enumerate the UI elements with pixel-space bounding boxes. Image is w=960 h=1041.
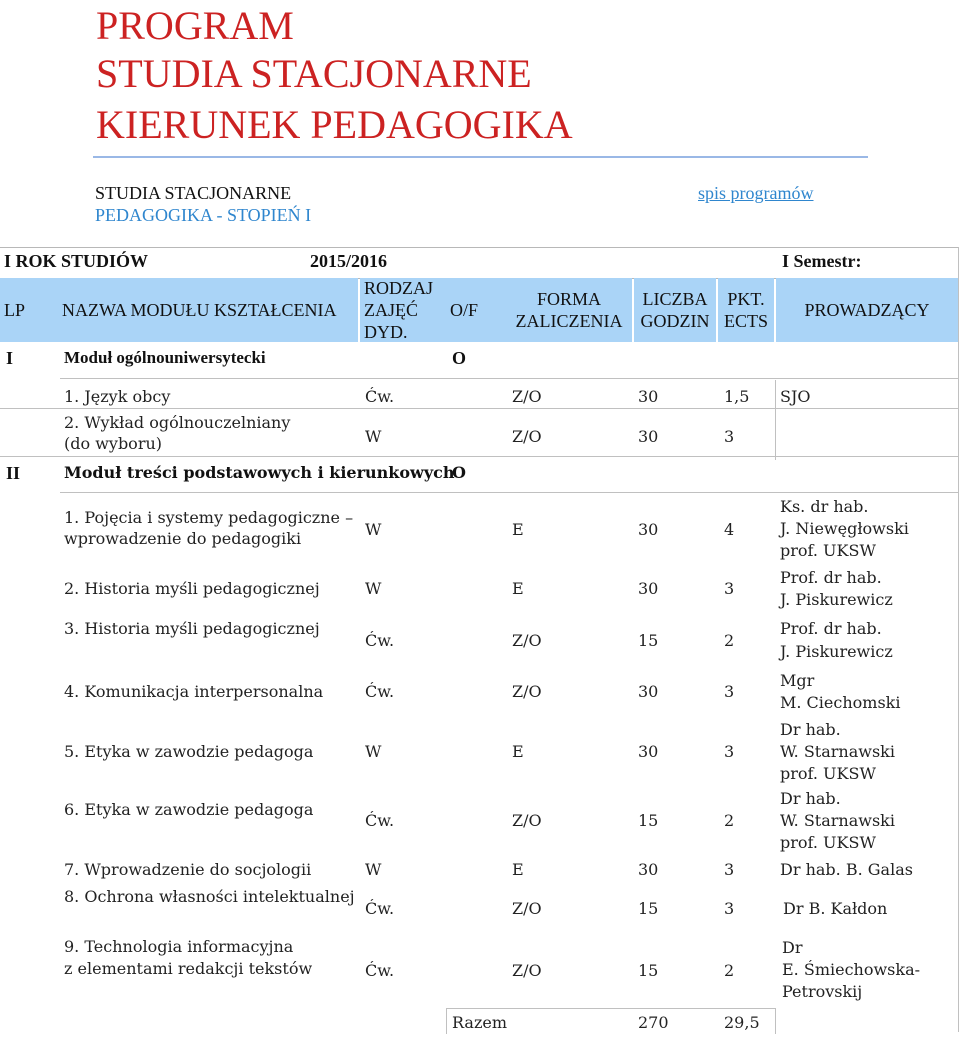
course-hours: 15 [638,961,659,980]
course-lecturer-line-1: Prof. dr hab. [780,619,882,638]
course-form: Z/O [512,427,542,446]
course-lecturer-line-3: prof. UKSW [780,833,876,852]
course-name: 4. Komunikacja interpersonalna [64,682,324,701]
course-hours: 30 [638,520,659,539]
course-lecturer-line-2: J. Niewęgłowski [780,519,909,538]
course-name: 5. Etyka w zawodzie pedagoga [64,742,314,761]
course-hours: 30 [638,682,659,701]
course-name-line-1: 1. Pojęcia i systemy pedagogiczne – [64,508,354,527]
course-ects: 3 [724,742,735,761]
course-hours: 15 [638,631,659,650]
course-lecturer: Dr hab. B. Galas [780,860,913,879]
course-ects: 3 [724,899,735,918]
course-name-line-2: (do wyboru) [64,434,163,453]
column-header-type: RODZAJ ZAJĘĆ DYD. [360,278,448,342]
course-lecturer-line-2: W. Starnawski [780,811,895,830]
lecturer-divider [775,380,776,460]
course-name: 1. Język obcy [64,387,171,406]
programs-list-link[interactable]: spis programów [698,183,814,203]
course-type: Ćw. [365,899,395,918]
column-header-lecturer: PROWADZĄCY [776,278,958,342]
course-lecturer: Dr B. Kałdon [783,899,888,918]
module-lp: I [6,348,14,368]
column-header-ects: PKT. ECTS [718,278,774,342]
course-lecturer-line-2: W. Starnawski [780,742,895,761]
program-title-line-2: STUDIA STACJONARNE [96,51,532,96]
course-lecturer-line-2: E. Śmiechowska- [782,960,921,979]
course-name-line-1: 2. Wykład ogólnouczelniany [64,413,291,432]
course-form: Z/O [512,631,542,650]
course-type: Ćw. [365,387,395,406]
course-lecturer: SJO [780,387,811,406]
module-name: Moduł treści podstawowych i kierunkowych [64,463,455,482]
course-ects: 3 [724,682,735,701]
course-hours: 15 [638,811,659,830]
module-lp: II [6,463,21,483]
row-divider [0,408,958,409]
table-right-border [958,247,959,1032]
column-header-name: NAZWA MODUŁU KSZTAŁCENIA [62,278,358,342]
column-header-form: FORMA ZALICZENIA [506,278,632,342]
course-type: W [365,742,382,761]
course-type: Ćw. [365,811,395,830]
course-lecturer-line-1: Ks. dr hab. [780,497,869,516]
module-name: Moduł ogólnouniwersytecki [64,348,266,367]
total-right-border [775,1008,776,1034]
course-type: W [365,860,382,879]
course-form: E [512,742,524,761]
course-hours: 15 [638,899,659,918]
course-lecturer-line-2: J. Piskurewicz [780,642,893,661]
program-title-line-3: KIERUNEK PEDAGOGIKA [96,102,573,147]
course-form: Z/O [512,682,542,701]
course-lecturer-line-2: M. Ciechomski [780,693,901,712]
course-lecturer-line-3: prof. UKSW [780,541,876,560]
course-name: 6. Etyka w zawodzie pedagoga [64,800,314,819]
course-lecturer-line-1: Dr hab. [780,789,841,808]
total-hours: 270 [638,1013,669,1032]
module-of: O [452,463,466,482]
course-type: W [365,520,382,539]
course-name-line-2: wprowadzenie do pedagogiki [64,529,302,548]
course-ects: 3 [724,427,735,446]
course-type: Ćw. [365,631,395,650]
course-ects: 2 [724,811,735,830]
course-type: Ćw. [365,682,395,701]
title-underline [93,156,868,158]
column-header-lp: LP [0,278,62,342]
total-ects: 29,5 [724,1013,760,1032]
course-lecturer-line-1: Mgr [780,671,815,690]
course-hours: 30 [638,860,659,879]
course-lecturer-line-1: Dr hab. [780,720,841,739]
course-name: 2. Historia myśli pedagogicznej [64,579,320,598]
course-lecturer-line-1: Dr [782,938,803,957]
course-ects: 1,5 [724,387,750,406]
row-divider [0,456,958,457]
course-lecturer-line-1: Prof. dr hab. [780,568,882,587]
subtitle-studia: STUDIA STACJONARNE [95,183,292,203]
course-form: E [512,860,524,879]
column-header-hours: LICZBA GODZIN [634,278,716,342]
course-form: Z/O [512,387,542,406]
column-header-of: O/F [446,278,508,342]
course-form: Z/O [512,899,542,918]
course-hours: 30 [638,387,659,406]
course-form: Z/O [512,811,542,830]
total-label: Razem [452,1013,508,1032]
row-divider [60,378,958,379]
program-title-line-1: PROGRAM [96,3,294,48]
course-name-line-2: z elementami redakcji tekstów [64,959,313,978]
course-type: W [365,579,382,598]
academic-year: 2015/2016 [310,251,388,271]
course-lecturer-line-3: prof. UKSW [780,764,876,783]
total-top-border [446,1008,776,1009]
course-lecturer-line-2: J. Piskurewicz [780,590,893,609]
course-ects: 3 [724,579,735,598]
year-label: I ROK STUDIÓW [4,251,149,271]
semester-label: I Semestr: [782,251,862,271]
total-left-border [446,1008,447,1034]
course-hours: 30 [638,427,659,446]
course-form: E [512,579,524,598]
module-of: O [452,348,467,368]
course-name: 3. Historia myśli pedagogicznej [64,619,320,638]
course-form: Z/O [512,961,542,980]
course-name: 7. Wprowadzenie do socjologii [64,860,312,879]
course-form: E [512,520,524,539]
row-divider [60,492,958,493]
subtitle-pedagogika: PEDAGOGIKA - STOPIEŃ I [95,205,312,225]
course-ects: 3 [724,860,735,879]
course-type: W [365,427,382,446]
course-ects: 2 [724,961,735,980]
course-ects: 2 [724,631,735,650]
course-type: Ćw. [365,961,395,980]
course-name-line-1: 9. Technologia informacyjna [64,937,294,956]
course-hours: 30 [638,742,659,761]
course-lecturer-line-3: Petrovskij [782,982,863,1001]
course-name: 8. Ochrona własności intelektualnej [64,887,355,906]
course-hours: 30 [638,579,659,598]
course-ects: 4 [724,520,735,539]
